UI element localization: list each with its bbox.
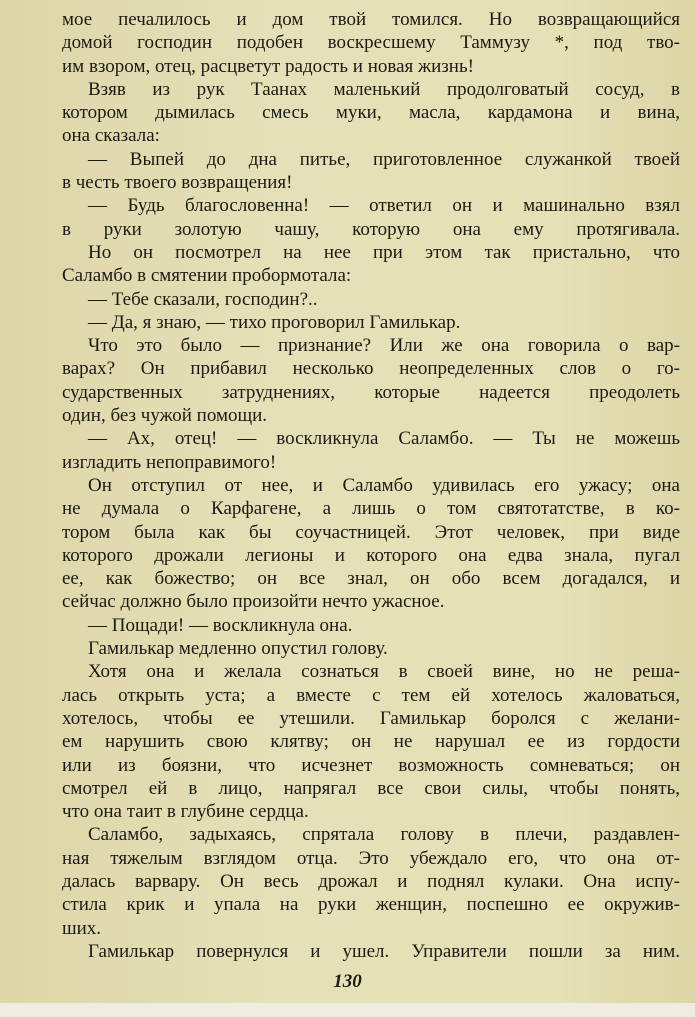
text-line: Но он посмотрел на нее при этом так пристально, что [88, 241, 680, 263]
text-line: домой господин подобен воскресшему Таммузу *, под тво- [62, 32, 680, 54]
text-line: или из боязни, что исчезнет возможность сомневаться; он [62, 754, 680, 776]
text-line: в честь твоего возвращения! [62, 172, 293, 194]
text-line: Хотя она и желала сознаться в своей вине, но не реша- [88, 661, 680, 683]
text-line: — Выпей до дна питье, приготовленное служанкой твоей [88, 148, 680, 170]
page-number: 130 [333, 971, 362, 992]
text-line: лась открыть уста; а вместе с тем ей хотелось жаловаться, [62, 684, 680, 706]
text-line: Гамилькар повернулся и ушел. Управители пошли за ним. [88, 940, 680, 962]
text-line: — Тебе сказали, господин?.. [88, 288, 318, 310]
text-line: Что это было — признание? Или же она говорила о вар- [88, 335, 680, 357]
text-line: мое печалилось и дом твой томился. Но возвращающийся [62, 9, 680, 30]
text-line: Саламбо в смятении пробормотала: [62, 265, 352, 287]
text-line: один, без чужой помощи. [62, 405, 268, 427]
text-line: она сказала: [62, 125, 160, 147]
text-line: сударственных затруднениях, которые надеется преодолеть [62, 381, 680, 403]
text-line: — Пощади! — воскликнула она. [88, 614, 353, 636]
text-line: варах? Он прибавил несколько неопределенных слов о го- [62, 358, 680, 380]
text-line: ее, как божество; он все знал, он обо всем догадался, и [62, 568, 680, 590]
text-line: стила крик и упала на руки женщин, поспешно ее окружив- [62, 894, 680, 916]
text-line: смотрел ей в лицо, напрягал все свои силы, чтобы понять, [62, 777, 680, 799]
text-line: не думала о Карфагене, а лишь о том святотатстве, в ко- [62, 498, 680, 520]
text-line: ем нарушить свою клятву; он не нарушал ее из гордости [62, 731, 680, 753]
text-line: тором была как бы соучастницей. Этот человек, при виде [62, 521, 680, 543]
text-line: изгладить непоправимого! [62, 451, 277, 473]
text-line: ная тяжелым взглядом отца. Это убеждало его, что она от- [62, 847, 680, 869]
text-line: хотелось, чтобы ее утешили. Гамилькар боролся с желани- [62, 707, 680, 729]
text-line: Гамилькар медленно опустил голову. [88, 638, 388, 660]
text-line: им взором, отец, расцветут радость и новая жизнь! [62, 55, 474, 77]
text-line: далась варвару. Он весь дрожал и поднял кулаки. Она испу- [62, 870, 680, 892]
text-line: Саламбо, задыхаясь, спрятала голову в плечи, раздавлен- [88, 824, 680, 846]
page-edge [0, 1003, 695, 1017]
text-line: — Будь благословенна! — ответил он и машинально взял [88, 195, 680, 217]
text-line: которого дрожали легионы и которого она едва знала, пугал [62, 544, 680, 566]
text-line: котором дымилась смесь муки, масла, кардамона и вина, [62, 102, 680, 124]
body-text [62, 8, 680, 963]
text-line: сейчас должно было произойти нечто ужасное. [62, 591, 445, 613]
text-line: Взяв из рук Таанах маленький продолговатый сосуд, в [88, 78, 680, 100]
text-line: — Да, я знаю, — тихо проговорил Гамилькар. [88, 311, 461, 333]
text-line: Он отступил от нее, и Саламбо удивилась его ужасу; она [88, 474, 680, 496]
text-line: ших. [62, 917, 102, 939]
text-line: — Ах, отец! — воскликнула Саламбо. — Ты не можешь [88, 428, 680, 450]
text-line: в руки золотую чашу, которую она ему протягивала. [62, 218, 680, 240]
text-line: что она таит в глубине сердца. [62, 801, 309, 823]
